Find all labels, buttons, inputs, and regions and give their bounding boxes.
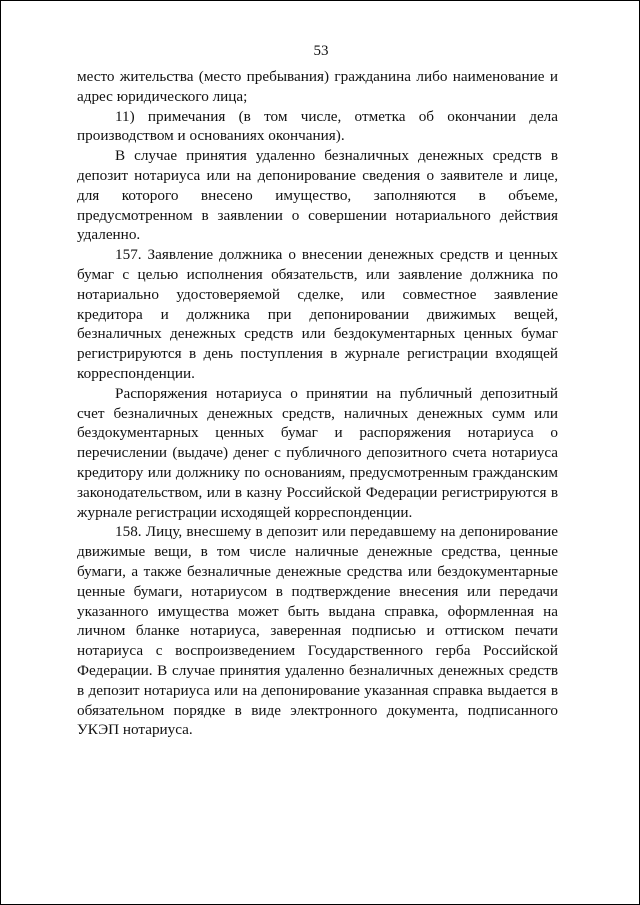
paragraph-157: 157. Заявление должника о внесении денежных средств и ценных бумаг с целью исполнения обязательств, или заявление должника по нотариально удостоверяемой сделке, или совместное заявление кредитора и должника при депонировании движимых вещей, безналичных денежных средств или бездокументарных ценных бумаг регистрируются в день поступления в журнале регистрации входящей корреспонденции. (77, 246, 558, 382)
paragraph-notary-orders: Распоряжения нотариуса о принятии на публичный депозитный счет безналичных денежных средств, наличных денежных сумм или бездокументарных ценных бумаг и распоряжения нотариуса о перечислении (выдаче) денег с публичного депозитного счета нотариуса кредитору или должнику по основаниям, предусмотренным гражданским законодательством, или в казну Российской Федерации регистрируются в журнале регистрации исходящей корреспонденции. (77, 384, 558, 521)
paragraph-address-continuation: место жительства (место пребывания) гражданина либо наименование и адрес юридического лица; (77, 68, 558, 105)
page-number: 53 (313, 43, 329, 59)
paragraph-item-11-notes: 11) примечания (в том числе, отметка об окончании дела производством и основаниях окончания). (77, 107, 558, 145)
document-body (77, 67, 558, 740)
paragraph-158: 158. Лицу, внесшему в депозит или передавшему на депонирование движимые вещи, в том числе наличные денежные средства, ценные бумаги, а также безналичные денежные средства или бездокументарные ценные бумаги, нотариусом в подтверждение внесения или передачи указанного имущества может быть выдана справка, оформленная на личном бланке нотариуса, заверенная подписью и оттиском печати нотариуса с воспроизведением Государственного герба Российской Федерации. В случае принятия удаленно безналичных денежных средств в депозит нотариуса или на депонирование указанная справка выдается в обязательном порядке в виде электронного документа, подписанного УКЭП нотариуса. (77, 523, 558, 739)
paragraph-remote-acceptance: В случае принятия удаленно безналичных денежных средств в депозит нотариуса или на депонирование сведения о заявителе и лице, для которого внесено имущество, заполняются в объеме, предусмотренном в заявлении о совершении нотариального действия удаленно. (77, 147, 558, 244)
